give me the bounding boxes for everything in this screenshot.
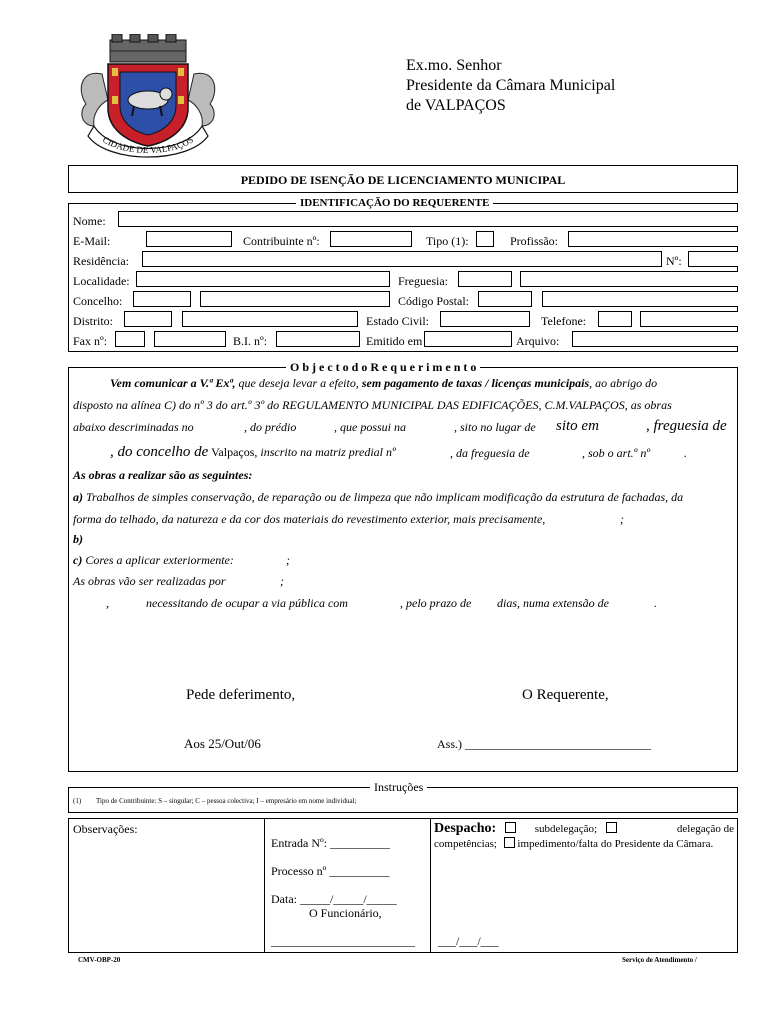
freguesia-field-1[interactable] <box>458 271 512 287</box>
item-c-end: ; <box>286 553 290 567</box>
bi-label: B.I. nº: <box>233 334 268 348</box>
deseja-text: que deseja levar a efeito, <box>235 376 362 390</box>
despacho-label: Despacho: <box>434 821 497 836</box>
item-a-text-2: forma do telhado, da natureza e da cor dos materiais do revestimento exterior, mais precisamente, <box>73 512 546 526</box>
possui-text: , que possui na <box>334 420 406 434</box>
localidade-field[interactable] <box>136 271 390 287</box>
numero-field[interactable] <box>688 251 738 267</box>
item-c-label: c) <box>73 553 83 567</box>
despacho-date-line[interactable]: ___/___/___ <box>438 934 499 948</box>
contribuinte-label: Contribuinte nº: <box>243 234 320 248</box>
concelho-de-text: , do concelho de <box>110 444 209 460</box>
objecto-paragraph-1 <box>110 376 657 391</box>
predio-text: , do prédio <box>244 420 297 434</box>
tipo-field[interactable] <box>476 231 494 247</box>
vem-comunicar-text: Vem comunicar a V.ª Exª, <box>110 376 236 390</box>
objecto-paragraph-4 <box>110 444 396 461</box>
estado-civil-field[interactable] <box>440 311 530 327</box>
emitido-field[interactable] <box>424 331 512 347</box>
distrito-label: Distrito: <box>73 314 114 328</box>
codigo-postal-field-2[interactable] <box>542 291 738 307</box>
item-a-label: a) <box>73 490 83 504</box>
item-a <box>73 490 683 505</box>
municipal-crest <box>72 34 224 160</box>
codigo-postal-label: Código Postal: <box>398 294 470 308</box>
via-comma: , <box>106 596 109 610</box>
residencia-label: Residência: <box>73 254 129 268</box>
item-c <box>73 553 234 568</box>
despacho-row-2 <box>434 837 713 851</box>
freguesia-field-2[interactable] <box>520 271 738 287</box>
competencias-label: competências; <box>434 838 497 850</box>
sito-em-text: sito em <box>556 418 599 434</box>
freguesia-de-text: , freguesia de <box>646 418 727 434</box>
email-field[interactable] <box>146 231 232 247</box>
objecto-heading: O b j e c t o d o R e q u e r i m e n t o <box>286 360 480 375</box>
distrito-field-2[interactable] <box>182 311 358 327</box>
pede-deferimento: Pede deferimento, <box>186 687 296 703</box>
realizadas-end: ; <box>280 574 284 588</box>
arquivo-label: Arquivo: <box>516 334 560 348</box>
delegacao-checkbox[interactable] <box>606 822 617 833</box>
numero-label: Nº: <box>666 254 682 268</box>
date-aos: Aos 25/Out/06 <box>184 736 261 751</box>
profissao-field[interactable] <box>568 231 738 247</box>
instrucoes-number: (1) <box>73 797 82 805</box>
email-label: E-Mail: <box>73 234 111 248</box>
telefone-label: Telefone: <box>541 314 587 328</box>
addressee-line-3: de VALPAÇOS <box>406 97 506 114</box>
item-a-end: ; <box>620 512 624 526</box>
tipo-label: Tipo (1): <box>426 234 469 248</box>
o-requerente: O Requerente, <box>522 687 609 703</box>
concelho-label: Concelho: <box>73 294 123 308</box>
extensao-text: dias, numa extensão de <box>497 596 609 610</box>
localidade-label: Localidade: <box>73 274 130 288</box>
disposto-text: disposto na alínea C) do nº 3 do art.º 3º do REGULAMENTO MUNICIPAL DAS EDIFICAÇÕES, C.M.VALPAÇOS, as obras <box>73 398 672 412</box>
fax-field-2[interactable] <box>154 331 226 347</box>
realizadas-text: As obras vão ser realizadas por <box>73 574 226 588</box>
processo-field[interactable]: Processo nº __________ <box>271 864 390 878</box>
obras-heading: As obras a realizar são as seguintes: <box>73 468 253 482</box>
telefone-field-1[interactable] <box>598 311 632 327</box>
funcionario-signature-line[interactable]: ________________________ <box>271 934 415 948</box>
nome-label: Nome: <box>73 214 106 228</box>
signature-line[interactable]: Ass.) _______________________________ <box>437 737 652 751</box>
delegacao-label: delegação de <box>676 823 734 835</box>
estado-civil-label: Estado Civil: <box>366 314 429 328</box>
impedimento-label: impedimento/falta do Presidente da Câmara. <box>517 838 714 850</box>
inscrito-text: inscrito na matriz predial nº <box>257 445 396 459</box>
fax-field-1[interactable] <box>115 331 145 347</box>
fax-label: Fax nº: <box>73 334 108 348</box>
concelho-field-1[interactable] <box>133 291 191 307</box>
form-code: CMV-OBP-20 <box>78 956 121 964</box>
impedimento-checkbox[interactable] <box>504 837 515 848</box>
via-publica-text: necessitando de ocupar a via pública com <box>146 596 348 610</box>
telefone-field-2[interactable] <box>640 311 738 327</box>
contribuinte-field[interactable] <box>330 231 412 247</box>
period-text: . <box>684 446 687 460</box>
profissao-label: Profissão: <box>510 234 558 248</box>
form-title: PEDIDO DE ISENÇÃO DE LICENCIAMENTO MUNICIPAL <box>240 173 566 187</box>
subdelegacao-checkbox[interactable] <box>505 822 516 833</box>
concelho-field-2[interactable] <box>200 291 390 307</box>
despacho-row-1 <box>434 822 734 836</box>
descriminadas-text: abaixo descriminadas no <box>73 420 194 434</box>
sem-pagamento-text: sem pagamento de taxas / licenças municipais <box>361 376 590 390</box>
bi-field[interactable] <box>276 331 360 347</box>
item-b-label: b) <box>73 532 83 546</box>
funcionario-label: O Funcionário, <box>309 906 382 920</box>
sob-art-text: , sob o art.º nº <box>582 446 651 460</box>
codigo-postal-field-1[interactable] <box>478 291 532 307</box>
data-field[interactable]: Data: _____/_____/_____ <box>271 892 397 906</box>
divider-2 <box>430 818 431 953</box>
instrucoes-heading: Instruções <box>370 780 427 795</box>
observacoes-label: Observações: <box>73 822 138 836</box>
item-a-text: Trabalhos de simples conservação, de reparação ou de limpeza que não implicam modificação da estrutura de fachadas, da <box>83 490 684 504</box>
abrigo-text: , ao abrigo do <box>589 376 658 390</box>
crest-motto: CIDADE DE VALPAÇOS <box>100 134 196 156</box>
via-end: . <box>654 596 657 610</box>
identification-heading: IDENTIFICAÇÃO DO REQUERENTE <box>296 197 493 209</box>
servico-atendimento: Serviço de Atendimento / <box>622 956 697 964</box>
distrito-field-1[interactable] <box>124 311 172 327</box>
nome-field[interactable] <box>118 211 738 227</box>
valpacos-text: Valpaços, <box>208 445 258 459</box>
freguesia-label: Freguesia: <box>398 274 448 288</box>
da-freguesia-text: , da freguesia de <box>450 446 530 460</box>
prazo-text: , pelo prazo de <box>400 596 472 610</box>
residencia-field[interactable] <box>142 251 662 267</box>
sito-lugar-text: , sito no lugar de <box>454 420 536 434</box>
entrada-field[interactable]: Entrada Nº: __________ <box>271 836 391 850</box>
instrucoes-text: Tipo de Contribuinte: S – singular; C – pessoa colectiva; I – empresário em nome individual; <box>96 797 357 805</box>
item-c-text: Cores a aplicar exteriormente: <box>82 553 234 567</box>
divider-1 <box>264 818 265 953</box>
arquivo-field[interactable] <box>572 331 738 347</box>
addressee-line-1: Ex.mo. Senhor <box>406 57 502 74</box>
subdelegacao-label: subdelegação; <box>534 823 598 835</box>
emitido-label: Emitido em <box>366 334 423 348</box>
addressee-line-2: Presidente da Câmara Municipal <box>406 77 616 94</box>
